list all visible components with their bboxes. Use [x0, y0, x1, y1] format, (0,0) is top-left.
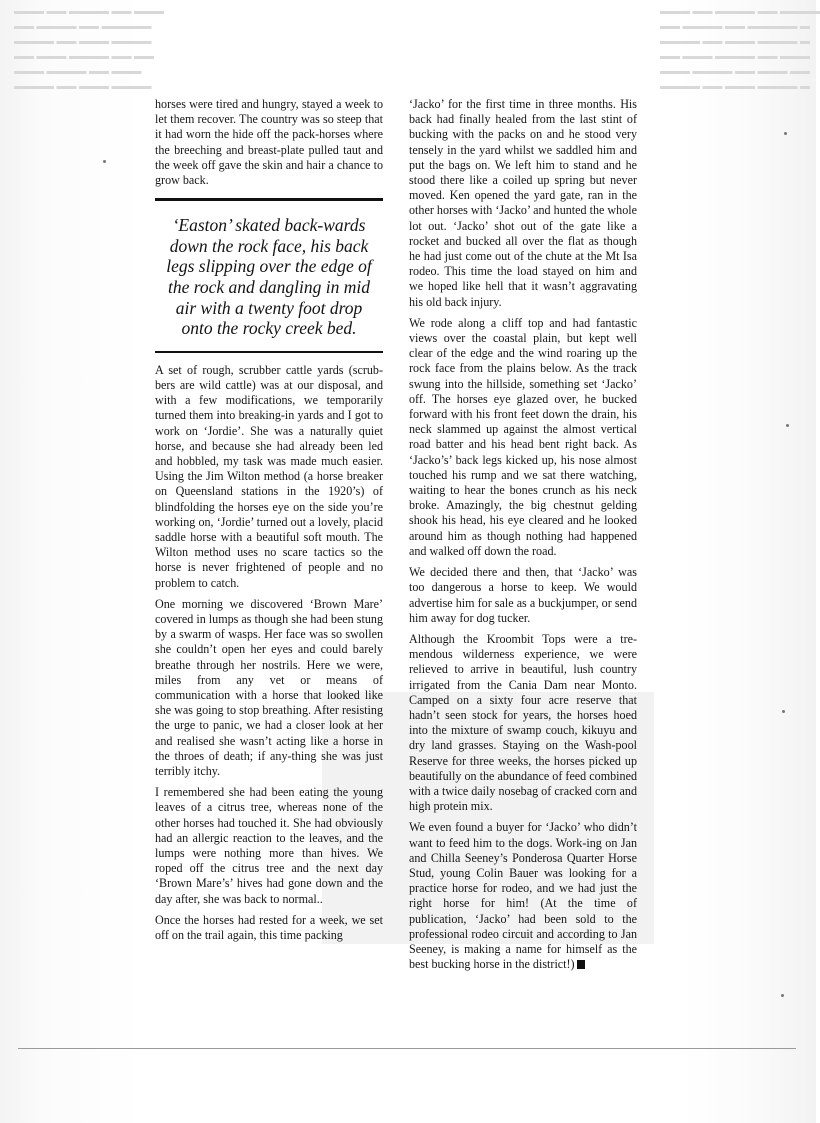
body-paragraph: I remembered she had been eating the young leaves of a citrus tree, whereas none of the other horses had touched it. She had obviously had an allergic reaction to the leaves, and the lumps were nothing more than hives. We roped off the citrus tree and the next day ‘Brown Mare’s’ hives had gone down and the day after, she was back to normal.. — [155, 785, 383, 906]
scan-speck — [782, 710, 785, 713]
scan-speck — [786, 424, 789, 427]
scan-speck — [784, 132, 787, 135]
scan-speck — [103, 160, 106, 163]
page-fold-line — [18, 1048, 796, 1049]
body-paragraph: A set of rough, scrubber cattle yards (scrub-bers are wild cattle) was at our disposal, and with a few modifications, we temporarily turned them into breaking-in yards and I got to work on ‘Jordie’. She was a naturally quiet horse, and because she had already been led and hobbled, my task was made much easier. Using the Jim Wilton method (a horse breaker on Queensland stations in the 1920’s) of blindfolding the horses eye on the side you’re working on, ‘Jordie’ turned out a lovely, placid saddle horse with a beautiful soft mouth. The Wilton method uses no scare tactics so the horse is never frightened of people and no problem to catch. — [155, 362, 383, 590]
left-column — [155, 97, 383, 949]
pull-quote: ‘Easton’ skated back-wards down the rock face, his back legs slipping over the edge of the rock and dangling in mid air with a twenty foot drop onto the rocky creek bed. — [166, 215, 372, 339]
body-paragraph: We rode along a cliff top and had fantastic views over the coastal plain, but kept well clear of the edge and the wind roaring up the rock face from the plains below. As the track swung into the hillside, something set ‘Jacko’ off. The horses eye glazed over, he bucked forward with his front feet down the drain, his neck slammed up against the almost vertical road batter and his head bent right back. As ‘Jacko’s’ back legs kicked up, his nose almost touched his rump and we sat there watching, waiting to hear the bones crunch as his neck broke. Amazingly, the big chestnut gelding shook his head, his eye cleared and he looked around him as though nothing had happened and walked off down the road. — [409, 315, 637, 558]
pull-quote-bottom-rule — [155, 351, 383, 353]
body-paragraph-final — [409, 820, 637, 972]
body-paragraph: Once the horses had rested for a week, we set off on the trail again, this time packing — [155, 912, 383, 943]
show-through-right: ▬▬▬ ▬▬ ▬▬▬▬ ▬▬ ▬▬▬▬ ▬▬ ▬▬▬▬ ▬▬ ▬▬▬▬▬ ▬ ▬▬▬▬ ▬▬ ▬▬▬ ▬▬▬▬ ▬ ▬▬ ▬▬▬ ▬▬▬▬ ▬▬ ▬▬▬ ▬▬▬ ▬▬▬▬ ▬▬ ▬▬▬ ▬▬ ▬▬▬▬ ▬▬ ▬▬▬ ▬▬▬▬ ▬ — [660, 6, 820, 92]
body-paragraph: Although the Kroombit Tops were a tre-mendous wilderness experience, we were relieved to arrive in beautiful, lush country irrigated from the Cania Dam near Monto. Camped on a sixty four acre reserve that hadn’t seen stock for years, the horses hoed into the mixture of swamp couch, kikuyu and dry land grasses. Staying on the Wash-pool Reserve for three weeks, the horses picked up beautifully on the abundance of feed combined with a twice daily nosebag of cracked corn and high protein mix. — [409, 631, 637, 814]
show-through-left: ▬▬▬ ▬▬ ▬▬▬▬ ▬▬ ▬▬▬ ▬▬ ▬▬▬▬ ▬▬ ▬▬▬▬▬ ▬▬▬▬ ▬▬ ▬▬▬ ▬▬▬▬ ▬▬ ▬▬▬ ▬▬▬▬ ▬▬ ▬▬ ▬▬▬ ▬▬▬▬ ▬▬ ▬▬▬ ▬▬▬▬ ▬▬ ▬▬▬ ▬▬▬▬ — [14, 6, 164, 92]
pull-quote-top-rule — [155, 198, 383, 201]
final-paragraph-text: We even found a buyer for ‘Jacko’ who didn’t want to feed him to the dogs. Work-ing on Jan and Chilla Seeney’s Ponderosa Quarter Horse Stud, young Colin Bauer was looking for a practice horse for rodeo, and we had just the right horse for him! (At the time of publication, ‘Jacko’ had been sold to the professional rodeo circuit and according to Jan Seeney, is making a name for himself as the best bucking horse in the district!) — [409, 820, 637, 972]
body-paragraph: One morning we discovered ‘Brown Mare’ covered in lumps as though she had been stung by a swarm of wasps. Her face was so swollen she couldn’t open her eyes and could barely breathe through her nostrils. Here we were, miles from any vet or means of communication with a horse that looked like she was going to stop breathing. After resisting the urge to panic, we had a closer look at her and realised she wasn’t acting like a horse in the throes of death; if any-thing she was just terribly itchy. — [155, 596, 383, 779]
end-of-article-mark — [577, 960, 585, 969]
right-column — [409, 97, 637, 978]
scan-speck — [781, 994, 784, 997]
body-paragraph: ‘Jacko’ for the first time in three months. His back had finally healed from the last stint of bucking with the packs on and he stood very tensely in the yard whilst we saddled him and put the bags on. We left him to stand and he stood there like a coiled up spring but never moved. Ken opened the yard gate, ran in the other horses with ‘Jacko’ and hunted the whole lot out. ‘Jacko’ shot out of the gate like a rocket and bucked all over the flat as though he had just come out of the chute at the Mt Isa rodeo. This time the load stayed on him and we hoped like hell that it wasn’t aggravating his old back injury. — [409, 97, 637, 309]
body-paragraph: We decided there and then, that ‘Jacko’ was too dangerous a horse to keep. We would advertise him for sale as a buckjumper, or send him away for dog tucker. — [409, 565, 637, 625]
body-paragraph: horses were tired and hungry, stayed a week to let them recover. The country was so steep that it had worn the hide off the pack-horses where the breeching and breast-plate pulled taut and the week off gave the skin and hair a chance to grow back. — [155, 97, 383, 188]
